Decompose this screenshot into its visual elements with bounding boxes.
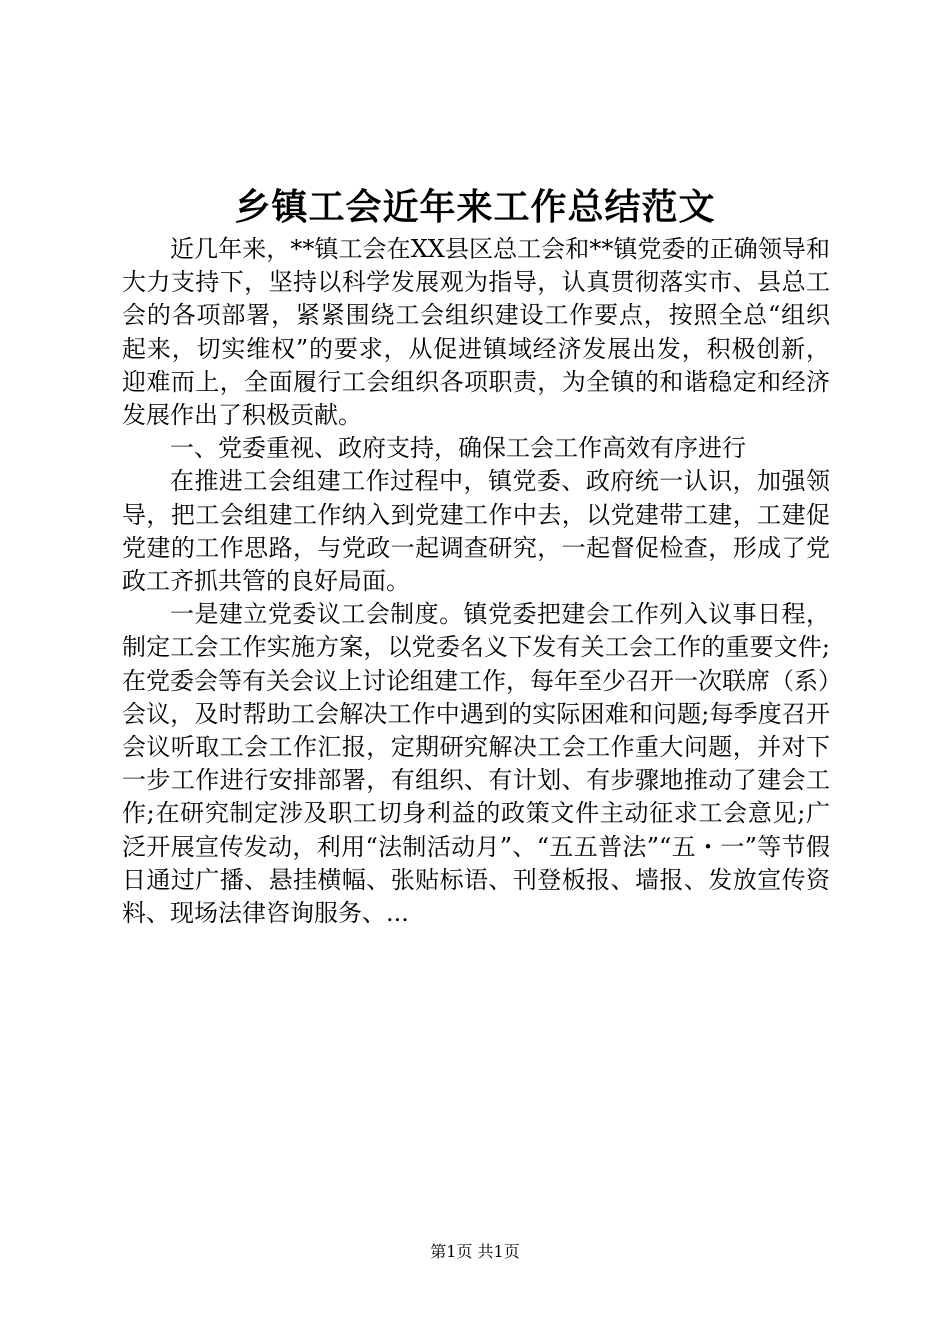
paragraph-intro: 近几年来，**镇工会在XX县区总工会和**镇党委的正确领导和大力支持下，坚持以科学发展观为指导，认真贯彻落实市、县总工会的各项部署，紧紧围绕工会组织建设工作要点，按照全总“组织起来，切实维权”的要求，从促进镇域经济发展出发，积极创新，迎难而上，全面履行工会组织各项职责，为全镇的和谐稳定和经济发展作出了积极贡献。: [122, 235, 830, 430]
paragraph-section-1: 在推进工会组建工作过程中，镇党委、政府统一认识，加强领导，把工会组建工作纳入到党建工作中去，以党建带工建，工建促党建的工作思路，与党政一起调查研究，一起督促检查，形成了党政工齐抓共管的良好局面。: [122, 467, 830, 596]
document-body: [122, 233, 830, 930]
document-title: 乡镇工会近年来工作总结范文: [234, 187, 716, 228]
paragraph-item-1: 一是建立党委议工会制度。镇党委把建会工作列入议事日程，制定工会工作实施方案，以党委名义下发有关工会工作的重要文件;在党委会等有关会议上讨论组建工作，每年至少召开一次联席（系）会议，及时帮助工会解决工作中遇到的实际困难和问题;每季度召开会议听取工会工作汇报，定期研究解决工会工作重大问题，并对下一步工作进行安排部署，有组织、有计划、有步骤地推动了建会工作;在研究制定涉及职工切身利益的政策文件主动征求工会意见;广泛开展宣传发动，利用“法制活动月”、“五五普法”“五・一”等节假日通过广播、悬挂横幅、张贴标语、刊登板报、墙报、发放宣传资料、现场法律咨询服务、...: [122, 600, 830, 928]
page-footer: 第1页 共1页: [430, 1242, 520, 1261]
section-heading-1: 一、党委重视、政府支持，确保工会工作高效有序进行: [170, 434, 746, 463]
